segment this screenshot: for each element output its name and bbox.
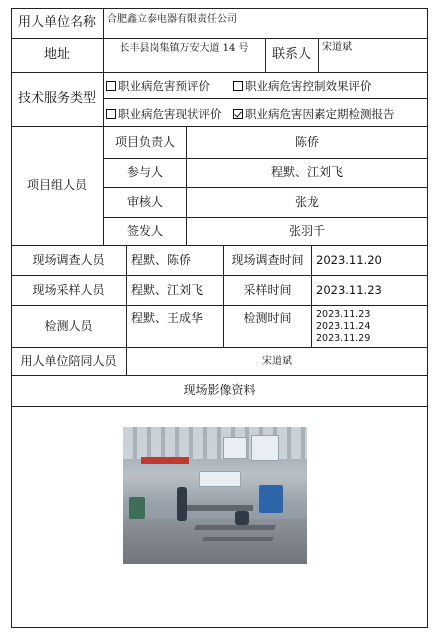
photo-workbench <box>194 525 276 530</box>
checkbox-checked-icon <box>233 109 243 119</box>
team-name: 陈侨 <box>294 134 319 149</box>
record-form <box>11 8 428 628</box>
rule <box>11 406 428 407</box>
photo-window <box>251 435 279 461</box>
photo-equipment <box>129 497 145 519</box>
testing-time-label: 检测时间 <box>243 311 292 326</box>
address-value: 长丰县岗集镇万安大道 14 号 <box>119 43 249 55</box>
testing-people-value: 程默、王成华 <box>131 311 204 326</box>
photo-window <box>199 471 241 487</box>
photo-workbench <box>202 537 274 541</box>
team-name: 程默、江刘飞 <box>270 165 343 180</box>
sampling-people-value: 程默、江刘飞 <box>131 282 204 297</box>
photo-section-label: 现场影像资料 <box>183 383 256 398</box>
testing-dates <box>312 306 426 347</box>
service-option-status-evaluation[interactable] <box>106 106 222 122</box>
unit-label: 用人单位名称 <box>17 15 96 31</box>
photo-worker <box>177 487 187 521</box>
sampling-people-label: 现场采样人员 <box>32 282 105 297</box>
photo-equipment <box>259 485 283 513</box>
photo-window <box>223 437 247 459</box>
checkbox-icon <box>106 109 116 119</box>
contact-label: 联系人 <box>271 47 311 63</box>
team-role: 项目负责人 <box>114 134 175 149</box>
team-name: 张羽千 <box>288 223 325 238</box>
rule <box>103 98 428 99</box>
survey-people-label: 现场调查人员 <box>32 252 105 267</box>
testing-date: 2023.11.29 <box>316 332 371 344</box>
service-type-label: 技术服务类型 <box>17 91 96 107</box>
option-label: 职业病危害现状评价 <box>118 107 222 121</box>
testing-date: 2023.11.24 <box>316 320 371 332</box>
checkbox-icon <box>233 81 243 91</box>
team-name: 张龙 <box>294 194 319 209</box>
testing-date: 2023.11.23 <box>316 308 371 320</box>
option-label: 职业病危害控制效果评价 <box>245 79 372 93</box>
checkbox-icon <box>106 81 116 91</box>
testing-people-label: 检测人员 <box>44 318 93 333</box>
team-role: 签发人 <box>126 223 163 238</box>
unit-value: 合肥鑫立泰电器有限责任公司 <box>107 14 237 25</box>
photo-ceiling <box>123 427 307 459</box>
survey-time-value: 2023.11.20 <box>316 252 382 267</box>
contact-value: 宋道斌 <box>322 42 352 54</box>
survey-people-value: 程默、陈侨 <box>131 252 192 267</box>
team-role: 审核人 <box>126 194 163 209</box>
service-option-pre-evaluation[interactable] <box>106 78 210 94</box>
photo-banner <box>141 457 189 464</box>
survey-time-label: 现场调查时间 <box>231 252 304 267</box>
service-option-control-effect[interactable] <box>233 78 372 94</box>
team-role: 参与人 <box>126 165 163 180</box>
sampling-time-label: 采样时间 <box>243 282 292 297</box>
option-label: 职业病危害预评价 <box>118 79 210 93</box>
escort-label: 用人单位陪同人员 <box>20 353 117 368</box>
site-photo <box>123 427 307 564</box>
address-label: 地址 <box>43 47 70 63</box>
photo-worker <box>235 511 249 525</box>
sampling-time-value: 2023.11.23 <box>316 282 382 297</box>
team-label: 项目组人员 <box>26 178 87 193</box>
option-label: 职业病危害因素定期检测报告 <box>245 107 395 121</box>
rule <box>11 627 428 628</box>
rule <box>427 8 428 628</box>
service-option-periodic-testing[interactable] <box>233 106 395 122</box>
escort-value: 宋道斌 <box>262 355 292 367</box>
